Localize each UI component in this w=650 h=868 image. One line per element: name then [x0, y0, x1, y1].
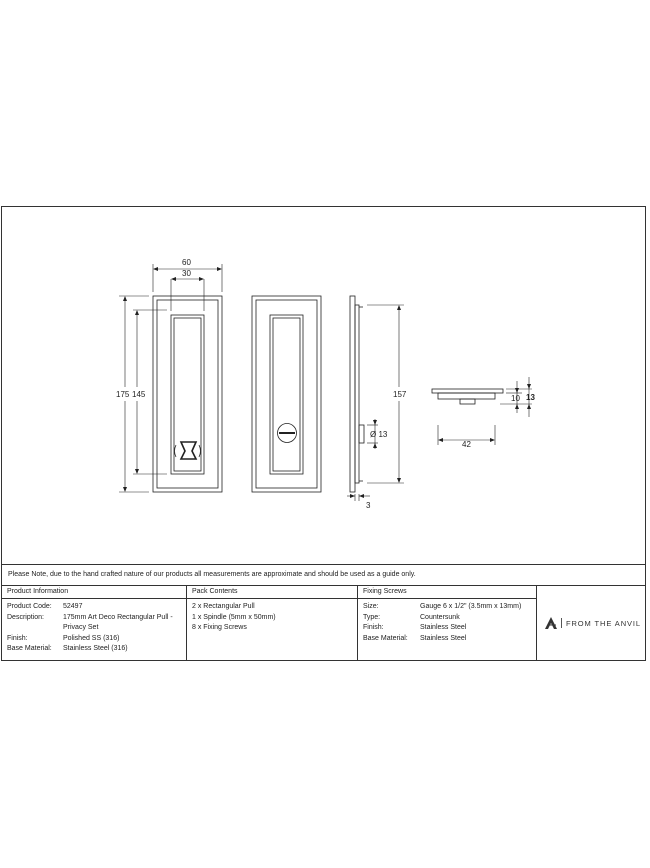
anvil-a-logo-icon [544, 617, 558, 629]
info-value: 175mm Art Deco Rectangular Pull - Privacy Set [63, 613, 173, 631]
screw-row [363, 602, 536, 613]
info-label: Product Code: [7, 603, 52, 610]
front-view-slot [252, 296, 321, 492]
screw-label: Base Material: [363, 634, 408, 642]
dim-diameter-13: Ø 13 [370, 430, 388, 439]
info-label: Description: [7, 613, 44, 621]
dimension-lines [119, 264, 532, 501]
dim-height-145: 145 [132, 390, 146, 399]
screw-value: Stainless Steel [420, 634, 467, 642]
dimension-arrows [123, 267, 531, 498]
dim-height-175: 175 [116, 390, 130, 399]
screw-row [363, 634, 536, 645]
info-value: 52497 [63, 603, 83, 610]
pack-item: 1 x Spindle (5mm x 50mm) [192, 613, 276, 621]
brand-name: FROM THE ANVIL [566, 618, 641, 628]
product-info-column [2, 585, 187, 661]
info-label: Finish: [7, 634, 28, 642]
screw-label: Finish: [363, 624, 384, 631]
info-row [7, 634, 186, 645]
top-view [432, 389, 503, 404]
fixing-screws-heading: Fixing Screws [358, 585, 536, 599]
info-value: Stainless Steel (316) [63, 645, 128, 652]
pack-item: 8 x Fixing Screws [192, 624, 247, 631]
dim-width-60: 60 [182, 258, 191, 267]
info-row [7, 644, 186, 655]
info-row [7, 602, 186, 613]
screw-row [363, 623, 536, 634]
info-label: Base Material: [7, 645, 52, 652]
dim-side-13: 13 [526, 393, 535, 402]
pack-contents-heading: Pack Contents [187, 585, 357, 599]
product-info-heading: Product Information [2, 585, 186, 599]
screw-label: Size: [363, 603, 379, 610]
brand-logo [538, 585, 645, 661]
dim-depth-3: 3 [366, 501, 371, 510]
pack-contents-column [187, 585, 358, 661]
screw-value: Stainless Steel [420, 624, 467, 631]
dim-side-10: 10 [511, 394, 520, 403]
fixing-screws-column [358, 585, 537, 661]
logo-divider [561, 618, 562, 628]
front-view-turn [153, 296, 222, 492]
screw-row [363, 613, 536, 624]
info-value: Polished SS (316) [63, 634, 120, 642]
dim-width-30: 30 [182, 269, 191, 278]
side-view [350, 296, 364, 492]
drawing-sheet [1, 206, 646, 661]
info-table [2, 585, 645, 661]
info-row [7, 613, 186, 634]
dim-side-42: 42 [462, 440, 471, 449]
disclaimer-note: Please Note, due to the hand crafted nature of our products all measurements are approximate and should be used as a guide only. [2, 564, 645, 586]
dim-height-157: 157 [393, 390, 407, 399]
technical-drawing [2, 207, 645, 564]
screw-label: Type: [363, 613, 381, 621]
screw-value: Gauge 6 x 1/2" (3.5mm x 13mm) [420, 603, 522, 610]
pack-item: 2 x Rectangular Pull [192, 603, 255, 610]
screw-value: Countersunk [420, 613, 460, 621]
